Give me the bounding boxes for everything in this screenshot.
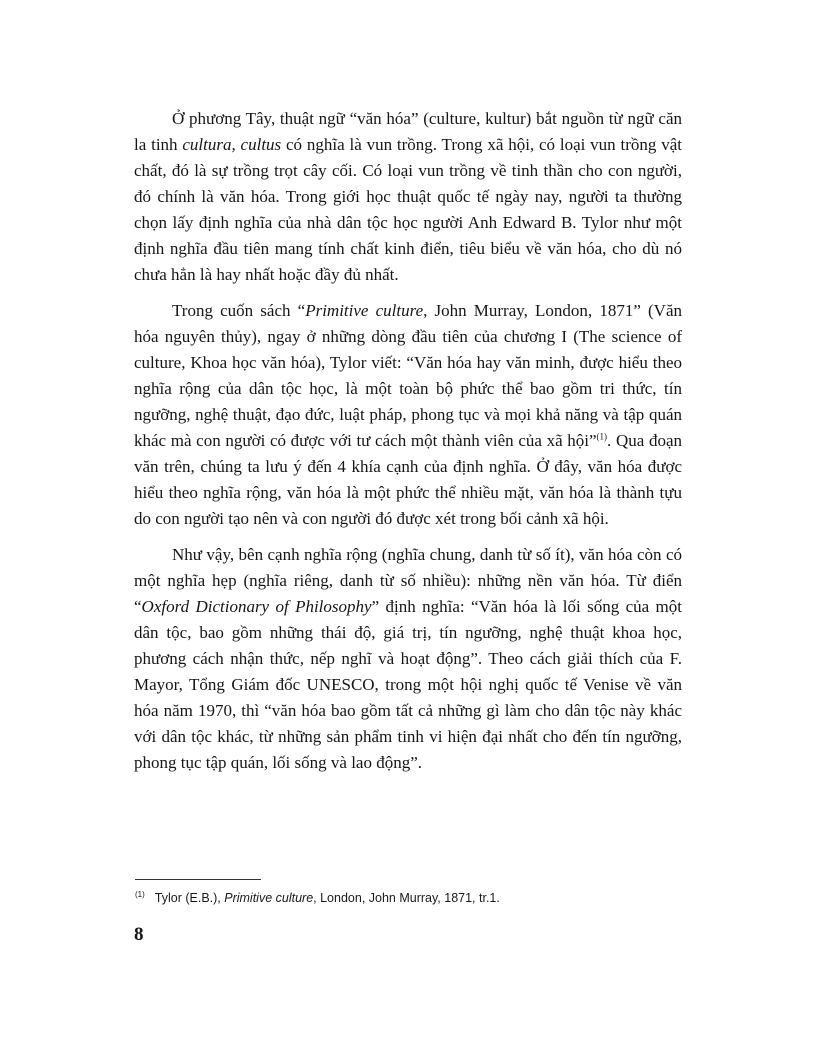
- footnote-reference[interactable]: (1): [596, 431, 608, 442]
- footnote: [135, 890, 683, 906]
- paragraph: [134, 106, 682, 288]
- footnote-divider: [135, 879, 261, 880]
- book-title: Primitive culture: [305, 301, 424, 320]
- text-segment: , John Murray, London, 1871” (Văn hóa nguyên thủy), ngay ở những dòng đầu tiên của chương I (The science of culture, Khoa học văn hóa), Tylor viết: “Văn hóa hay văn minh, được hiểu theo nghĩa rộng của dân tộc học, là một toàn bộ phức thể bao gồm tri thức, tín ngưỡng, nghệ thuật, đạo đức, luật pháp, phong tục và mọi khả năng và tập quán khác mà con người có được với tư cách một thành viên của xã hội”: [134, 301, 682, 450]
- page-number: 8: [134, 924, 144, 945]
- footnote-marker: (1): [135, 889, 145, 899]
- latin-terms: cultura, cultus: [182, 135, 282, 154]
- paragraph: [134, 542, 682, 776]
- paragraph: [134, 298, 682, 532]
- text-segment: . Qua đoạn văn trên, chúng ta lưu ý đến 4 khía cạnh của định nghĩa. Ở đây, văn hóa được hiểu theo nghĩa rộng, văn hóa là một phức thể nhiều mặt, văn hóa là thành tựu do con người tạo nên và con người đó được xét trong bối cảnh xã hội.: [134, 431, 682, 528]
- text-segment: ” định nghĩa: “Văn hóa là lối sống của một dân tộc, bao gồm những thái độ, giá trị, tín ngưỡng, nghệ thuật khoa học, phương cách nhận thức, nếp nghĩ và hoạt động”. Theo cách giải thích của F. Mayor, Tổng Giám đốc UNESCO, trong một hội nghị quốc tế Venise về văn hóa năm 1970, thì “văn hóa bao gồm tất cả những gì làm cho dân tộc này khác với dân tộc khác, từ những sản phẩm tinh vi hiện đại nhất cho đến tín ngưỡng, phong tục tập quán, lối sống và lao động”.: [134, 597, 682, 772]
- dictionary-title: Oxford Dictionary of Philosophy: [141, 597, 372, 616]
- footnote-details: , London, John Murray, 1871, tr.1.: [313, 891, 500, 905]
- text-segment: Như vậy, bên cạnh nghĩa rộng (nghĩa chung, danh từ số ít), văn hóa còn có một nghĩa hẹp (nghĩa riêng, danh từ số nhiều): những nền văn hóa. Từ điển “: [134, 545, 682, 616]
- body-text: [134, 106, 682, 776]
- footnote-author: Tylor (E.B.),: [154, 891, 225, 905]
- text-segment: Trong cuốn sách “: [172, 301, 306, 320]
- text-segment: Ở phương Tây, thuật ngữ “văn hóa” (culture, kultur) bắt nguồn từ ngữ căn la tinh: [134, 109, 682, 154]
- text-segment: có nghĩa là vun trồng. Trong xã hội, có loại vun trồng vật chất, đó là sự trồng trọt cây cối. Có loại vun trồng về tinh thần cho con người, đó chính là văn hóa. Trong giới học thuật quốc tế ngày nay, người ta thường chọn lấy định nghĩa của nhà dân tộc học người Anh Edward B. Tylor như một định nghĩa đầu tiên mang tính chất kinh điển, tiêu biểu về văn hóa, cho dù nó chưa hẳn là hay nhất hoặc đầy đủ nhất.: [134, 135, 682, 284]
- footnote-title: Primitive culture: [224, 891, 314, 905]
